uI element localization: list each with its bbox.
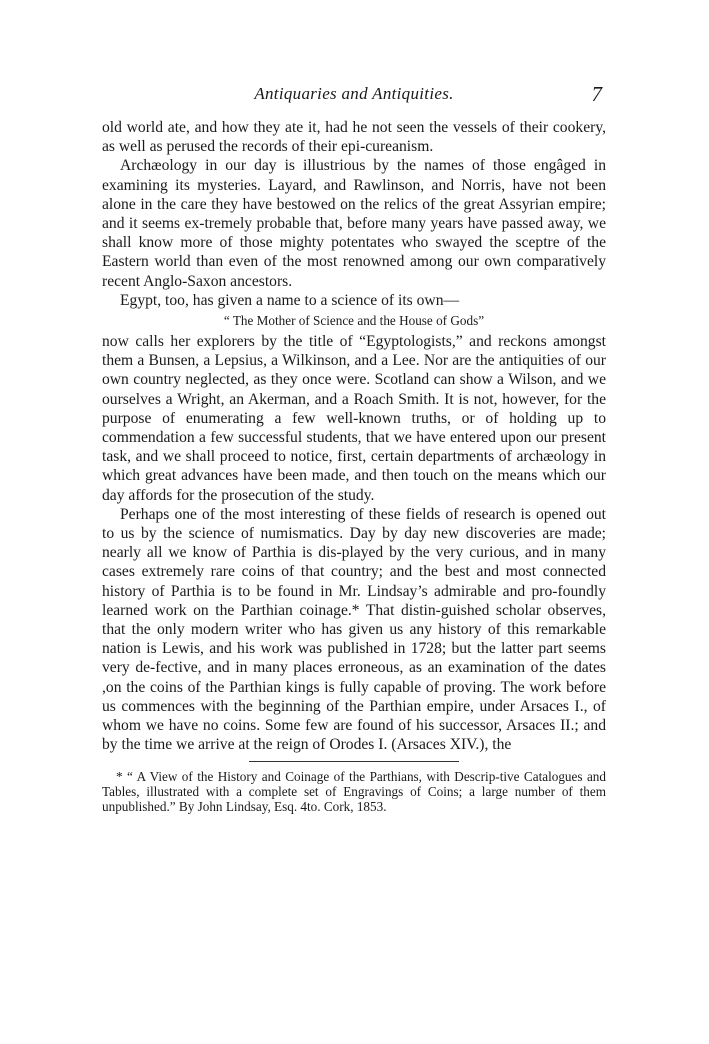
quotation: “ The Mother of Science and the House of Gods”	[223, 313, 485, 329]
page-header	[102, 84, 606, 108]
paragraph-egyptologists: now calls her explorers by the title of “Egyptologists,” and reckons amongst them a Bunsen, a Lepsius, a Wilkinson, and a Lee. Nor are the antiquities of our own country neglected, as they once were. Scotland can show a Wilson, and we ourselves a Wright, an Akerman, and a Roach Smith. It is not, however, for the purpose of enumerating a few well-known truths, or of holding up to commendation a few successful students, that we have entered upon our present task, and we shall proceed to notice, first, certain departments of archæology in which great advances have been made, and then touch on the means which our day affords for the prosecution of the study.	[102, 333, 606, 504]
running-head: Antiquaries and Antiquities.	[254, 84, 454, 103]
paragraph-archaeology: Archæology in our day is illustrious by the names of those engâged in examining its mysteries. Layard, and Rawlinson, and Norris, have not been alone in the care they have bestowed on the relics of the great Assyrian empire; and it seems ex-tremely probable that, before many years have passed away, we shall know more of those mighty potentates who swayed the sceptre of the Eastern world than even of the most renowned among our own comparatively recent Anglo-Saxon ancestors.	[102, 157, 606, 290]
paragraph-continuation: old world ate, and how they ate it, had he not seen the vessels of their cookery, as well as perused the records of their epi-cureanism.	[102, 119, 606, 156]
page-number: 7	[591, 82, 602, 106]
paragraph-numismatics: Perhaps one of the most interesting of these fields of research is opened out to us by the science of numismatics. Day by day new discoveries are made; nearly all we know of Parthia is dis-played by the very curious, and in many cases extremely rare coins of that country; and the best and most connected history of Parthia is to be found in Mr. Lindsay’s admirable and pro-foundly learned work on the Parthian coinage.* That distin-guished scholar observes, that the only modern writer who has given us any history of this remarkable nation is Lewis, and his work was published in 1728; but the latter part seems very de-fective, and in many places erroneous, as an examination of the dates ,on the coins of the Parthian kings is fully capable of proving. The work before us commences with the beginning of the Parthian empire, under Arsaces I., of whom we have no coins. Some few are found of his successor, Arsaces II.; and by the time we arrive at the reign of Orodes I. (Arsaces XIV.), the	[102, 505, 606, 754]
footnote-divider	[249, 761, 459, 762]
body-text	[102, 118, 606, 755]
footnote: * “ A View of the History and Coinage of the Parthians, with Descrip-tive Catalogues and Tables, illustrated with a complete set of Engravings of Coins; a large number of them unpublished.” By John Lindsay, Esq. 4to. Cork, 1853.	[102, 768, 606, 815]
paragraph-egypt-intro: Egypt, too, has given a name to a science of its own—	[120, 291, 460, 309]
book-page	[102, 84, 606, 815]
